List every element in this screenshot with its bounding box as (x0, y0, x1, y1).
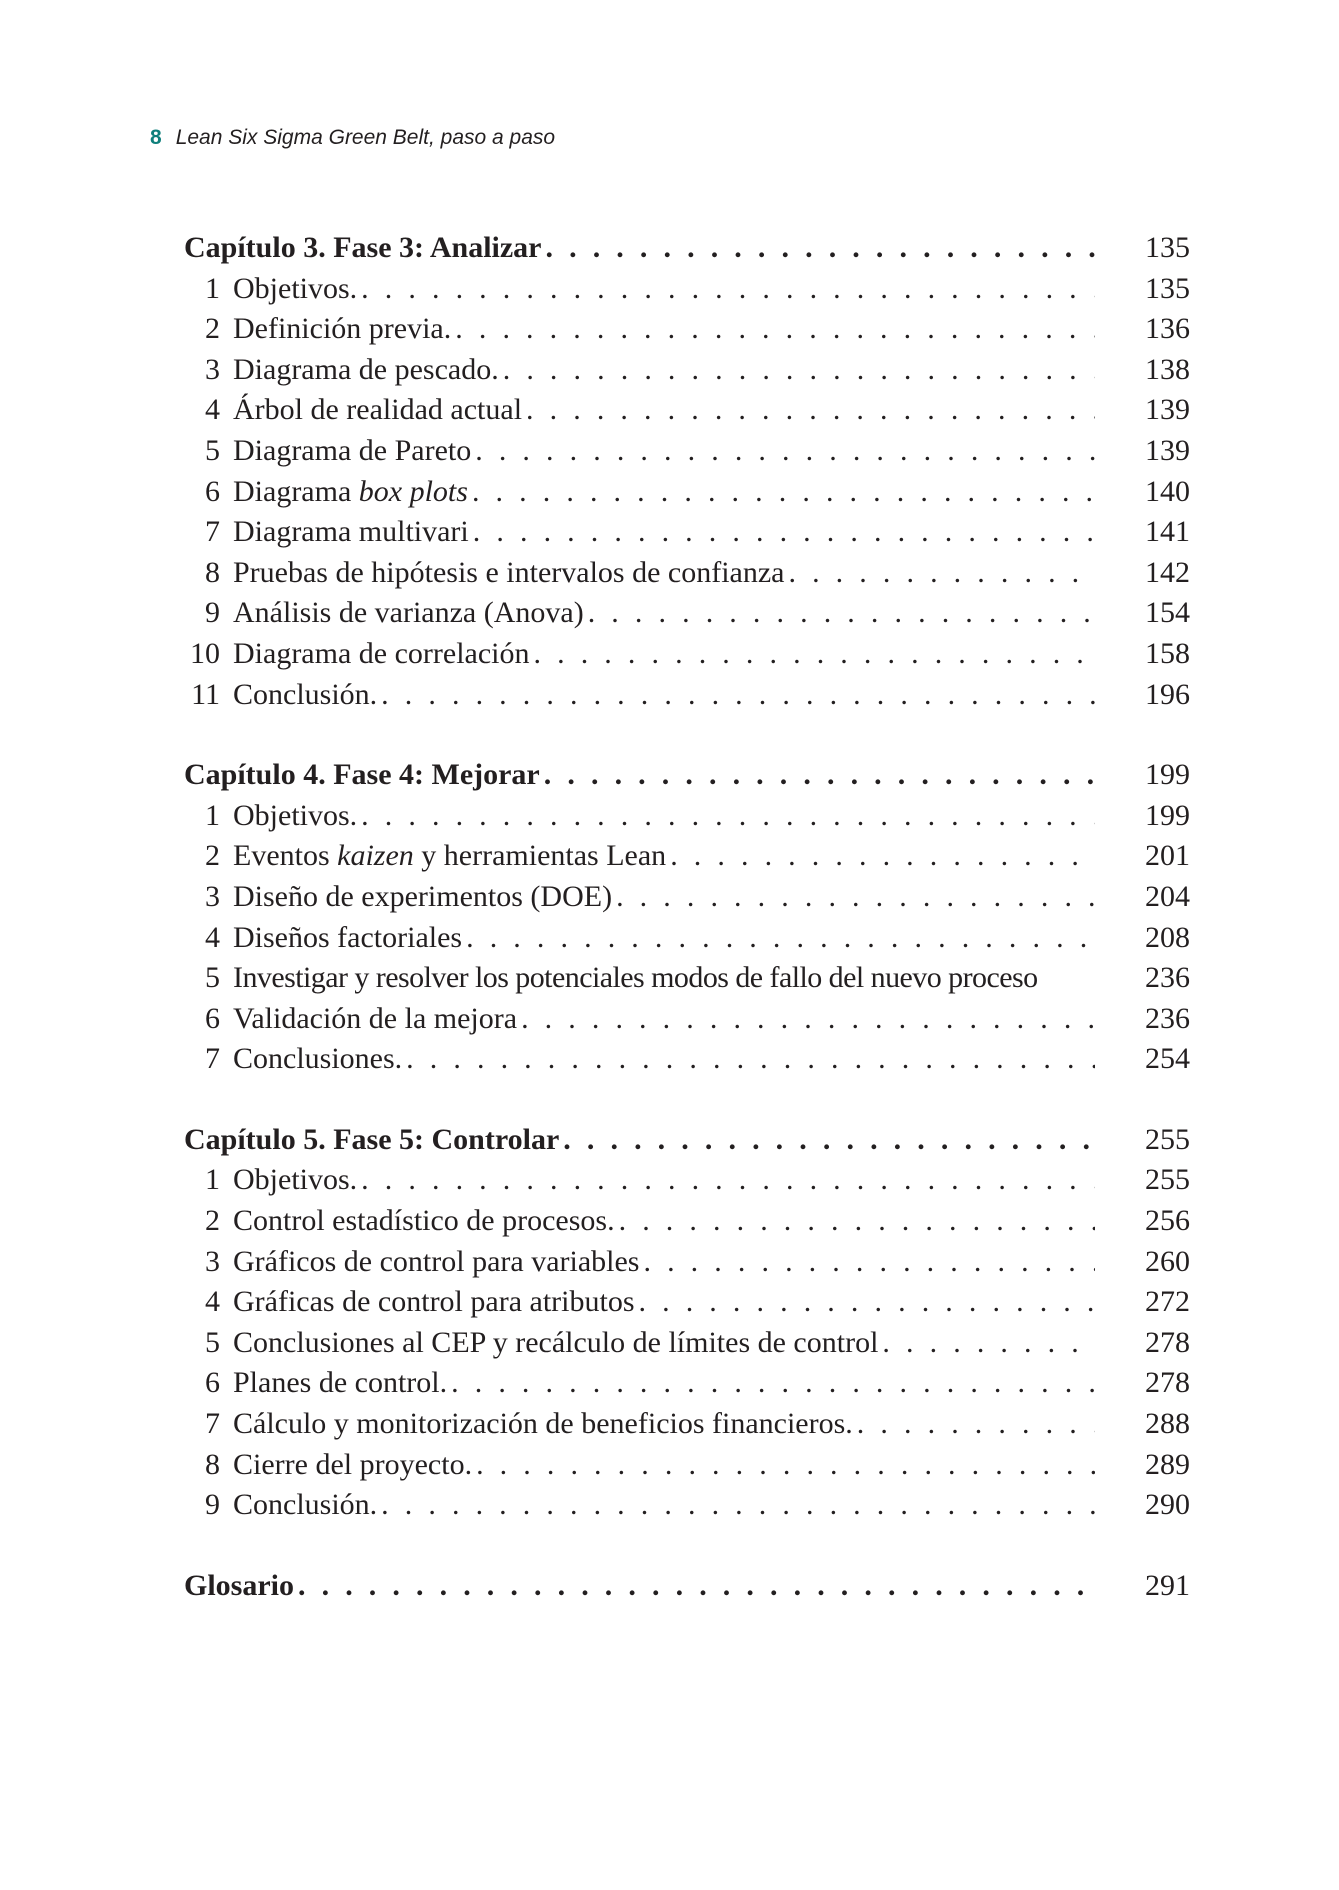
toc-entry-title: Objetivos. (233, 1163, 358, 1197)
toc-entry-title: Definición previa. (233, 312, 452, 346)
toc-entry-title: Planes de control. (233, 1366, 448, 1400)
toc-entry[interactable] (184, 431, 1190, 472)
toc-entry-number: 3 (205, 1244, 220, 1278)
toc-entry-title: Diagrama de Pareto (233, 433, 472, 467)
toc-entry[interactable] (184, 796, 1190, 837)
toc-page-number: 236 (1145, 961, 1190, 995)
toc-page-number: 260 (1145, 1244, 1190, 1278)
toc-entry[interactable] (184, 350, 1190, 391)
toc-chapter-heading[interactable] (184, 1120, 1190, 1161)
toc-entry[interactable] (184, 918, 1190, 959)
toc-entry-number: 2 (205, 312, 220, 346)
toc-entry-number: 7 (205, 1407, 220, 1441)
toc-entry-title: Conclusión. (233, 1488, 378, 1522)
toc-entry[interactable] (184, 309, 1190, 350)
toc-entry-title-italic: box plots (358, 474, 468, 508)
toc-entry-title-italic: kaizen (337, 839, 414, 873)
toc-entry-title: Diagrama de correlación (233, 636, 530, 670)
toc-chapter-heading[interactable] (184, 1566, 1190, 1607)
toc-page-number: 142 (1145, 555, 1190, 589)
toc-entry-title: Conclusión. (233, 677, 378, 711)
toc-entry-title: Objetivos. (233, 271, 358, 305)
toc-chapter-title: Capítulo 4. Fase 4: Mejorar (184, 758, 540, 792)
toc-entry-number: 11 (191, 677, 220, 711)
toc-entry-title: Control estadístico de procesos. (233, 1204, 615, 1238)
toc-entry[interactable] (184, 1485, 1190, 1526)
toc-entry-title-suffix: y herramientas Lean (413, 839, 667, 873)
toc-page-number: 290 (1145, 1488, 1190, 1522)
toc-entry[interactable] (184, 877, 1190, 918)
toc-entry[interactable] (184, 1039, 1190, 1080)
toc-page-number: 278 (1145, 1325, 1190, 1359)
toc-page-number: 158 (1145, 636, 1190, 670)
toc-page-number: 201 (1145, 839, 1190, 873)
toc-page-number: 139 (1145, 393, 1190, 427)
toc-entry-number: 8 (205, 555, 220, 589)
toc-page-number: 135 (1145, 231, 1190, 264)
book-title: Lean Six Sigma Green Belt, paso a paso (175, 126, 556, 149)
toc-page-number: 254 (1145, 1042, 1190, 1076)
toc-entry-number: 6 (205, 474, 220, 508)
running-head (150, 126, 555, 150)
toc-entry-number: 4 (205, 1285, 220, 1319)
toc-entry-title: Gráficos de control para variables (233, 1244, 640, 1278)
toc-page-number: 256 (1145, 1204, 1190, 1238)
toc-entry-number: 10 (190, 636, 220, 670)
toc-page-number: 255 (1145, 1163, 1190, 1197)
toc-page-number: 138 (1145, 352, 1190, 386)
toc-entry[interactable] (184, 1160, 1190, 1201)
toc-entry-number: 4 (205, 920, 220, 954)
toc-page-number: 236 (1145, 1001, 1190, 1035)
toc-page-number: 139 (1145, 433, 1190, 467)
toc-entry[interactable] (184, 1201, 1190, 1242)
toc-page-number: 289 (1145, 1447, 1190, 1481)
table-of-contents (184, 228, 1190, 1646)
toc-entry-number: 5 (205, 433, 220, 467)
toc-page-number: 272 (1145, 1285, 1190, 1319)
toc-entry[interactable] (184, 999, 1190, 1040)
toc-entry-number: 1 (205, 271, 220, 305)
toc-page-number: 204 (1145, 879, 1190, 913)
toc-entry-number: 7 (205, 515, 220, 549)
toc-page-number: 278 (1145, 1366, 1190, 1400)
toc-entry-number: 1 (205, 1163, 220, 1197)
toc-page-number: 135 (1145, 271, 1190, 305)
toc-chapter-title: Glosario (184, 1568, 294, 1602)
toc-entry-title: Validación de la mejora (233, 1001, 518, 1035)
toc-entry[interactable] (184, 1445, 1190, 1486)
toc-section-chapter-5 (184, 1120, 1190, 1526)
toc-entry-number: 5 (205, 1325, 220, 1359)
toc-entry[interactable] (184, 1323, 1190, 1364)
toc-entry[interactable] (184, 1282, 1190, 1323)
toc-entry[interactable] (184, 958, 1190, 999)
toc-entry-number: 2 (205, 1204, 220, 1238)
toc-entry[interactable] (184, 1242, 1190, 1283)
toc-page-number: 199 (1145, 798, 1190, 832)
toc-entry-title: Diagrama multivari (233, 515, 469, 549)
toc-page-number: 199 (1145, 758, 1190, 792)
toc-entry[interactable] (184, 472, 1190, 513)
toc-entry-title-prefix: Diagrama (233, 474, 359, 508)
toc-entry-number: 4 (205, 393, 220, 427)
toc-page-number: 208 (1145, 920, 1190, 954)
toc-entry-number: 6 (205, 1366, 220, 1400)
toc-entry-title: Investigar y resolver los potenciales modos de fallo del nuevo proceso (233, 961, 1038, 995)
toc-page-number: 154 (1145, 596, 1190, 630)
toc-chapter-title: Capítulo 3. Fase 3: Analizar (184, 231, 542, 264)
toc-entry-number: 6 (205, 1001, 220, 1035)
toc-entry-title: Pruebas de hipótesis e intervalos de confianza (233, 555, 785, 589)
toc-entry-title: Cierre del proyecto. (233, 1447, 473, 1481)
toc-entry[interactable] (184, 512, 1190, 553)
toc-section-chapter-4 (184, 755, 1190, 1080)
toc-entry-number: 8 (205, 1447, 220, 1481)
toc-entry[interactable] (184, 675, 1190, 716)
toc-entry[interactable] (184, 269, 1190, 310)
toc-entry-title: Diseño de experimentos (DOE) (233, 879, 613, 913)
toc-entry-title: Objetivos. (233, 798, 358, 832)
toc-entry-number: 7 (205, 1042, 220, 1076)
toc-page-number: 136 (1145, 312, 1190, 346)
toc-page-number: 196 (1145, 677, 1190, 711)
toc-entry-title: Cálculo y monitorización de beneficios financieros. (233, 1407, 853, 1441)
toc-entry[interactable] (184, 593, 1190, 634)
toc-entry-number: 9 (205, 596, 220, 630)
toc-entry[interactable] (184, 1363, 1190, 1404)
toc-entry-title: Diseños factoriales (233, 920, 463, 954)
toc-page-number: 141 (1145, 515, 1190, 549)
toc-entry[interactable] (184, 1404, 1190, 1445)
toc-entry[interactable] (184, 390, 1190, 431)
toc-section-chapter-3 (184, 228, 1190, 715)
toc-page-number: 140 (1145, 474, 1190, 508)
toc-entry-title: Gráficas de control para atributos (233, 1285, 635, 1319)
toc-entry-number: 1 (205, 798, 220, 832)
toc-entry-number: 5 (205, 961, 220, 995)
toc-page-number: 288 (1145, 1407, 1190, 1441)
toc-chapter-heading[interactable] (184, 755, 1190, 796)
toc-entry-title: Árbol de realidad actual (233, 393, 523, 427)
toc-entry-number: 2 (205, 839, 220, 873)
toc-entry-title: Análisis de varianza (Anova) (233, 596, 584, 630)
toc-entry-title: Diagrama de pescado. (233, 352, 499, 386)
toc-page-number: 291 (1145, 1568, 1190, 1602)
toc-entry[interactable] (184, 634, 1190, 675)
toc-chapter-title: Capítulo 5. Fase 5: Controlar (184, 1122, 560, 1156)
toc-entry[interactable] (184, 553, 1190, 594)
toc-entry-title-prefix: Eventos (233, 839, 338, 873)
toc-entry-number: 9 (205, 1488, 220, 1522)
page-number: 8 (150, 126, 162, 149)
toc-chapter-heading[interactable] (184, 228, 1190, 269)
toc-entry[interactable] (184, 836, 1190, 877)
toc-entry-number: 3 (205, 352, 220, 386)
toc-entry-title: Conclusiones. (233, 1042, 403, 1076)
toc-page-number: 255 (1145, 1122, 1190, 1156)
toc-section-glossary (184, 1566, 1190, 1607)
toc-entry-title: Conclusiones al CEP y recálculo de límites de control (233, 1325, 879, 1359)
toc-entry-number: 3 (205, 879, 220, 913)
